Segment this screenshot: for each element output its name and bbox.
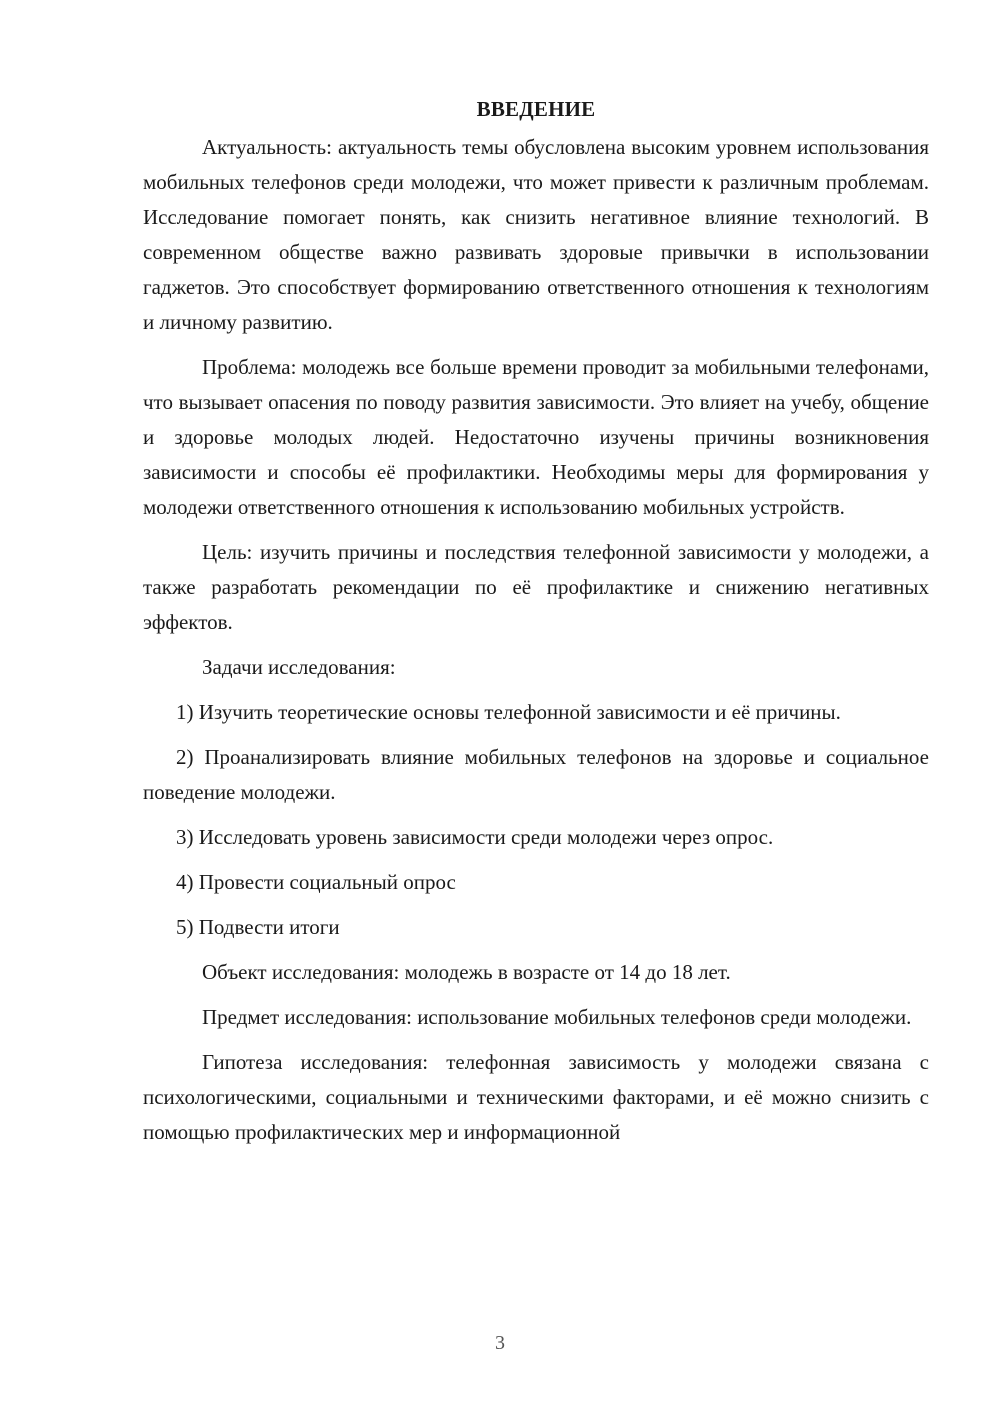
list-item: 4) Провести социальный опрос (176, 870, 456, 894)
list-item: 3) Исследовать уровень зависимости среди молодежи через опрос. (176, 825, 774, 849)
list-item: 5) Подвести итоги (176, 915, 340, 939)
page-number: 3 (495, 1332, 505, 1354)
document-page (143, 92, 929, 1160)
paragraph-goal: Цель: изучить причины и последствия телефонной зависимости у молодежи, а также разработать рекомендации по её профилактике и снижению негативных эффектов. (143, 540, 929, 634)
paragraph-problem: Проблема: молодежь все больше времени проводит за мобильными телефонами, что вызывает опасения по поводу развития зависимости. Это влияет на учебу, общение и здоровье молодых людей. Недостаточно изучены причины возникновения зависимости и способы её профилактики. Необходимы меры для формирования у молодежи ответственного отношения к использованию мобильных устройств. (143, 355, 929, 519)
paragraph-relevance: Актуальность: актуальность темы обусловлена высоким уровнем использования мобильных телефонов среди молодежи, что может привести к различным проблемам. Исследование помогает понять, как снизить негативное влияние технологий. В современном обществе важно развивать здоровые привычки в использовании гаджетов. Это способствует формированию ответственного отношения к технологиям и личному развитию. (143, 135, 929, 334)
page-title: ВВЕДЕНИЕ (476, 97, 596, 121)
paragraph-tasks-heading: Задачи исследования: (202, 655, 396, 679)
paragraph-object: Объект исследования: молодежь в возрасте от 14 до 18 лет. (202, 960, 731, 984)
list-item: 2) Проанализировать влияние мобильных телефонов на здоровье и социальное поведение молодежи. (143, 745, 929, 804)
list-item: 1) Изучить теоретические основы телефонной зависимости и её причины. (176, 700, 841, 724)
paragraph-hypothesis: Гипотеза исследования: телефонная зависимость у молодежи связана с психологическими, социальными и техническими факторами, и её можно снизить с помощью профилактических мер и информационной (143, 1050, 929, 1144)
paragraph-subject: Предмет исследования: использование мобильных телефонов среди молодежи. (202, 1005, 912, 1029)
